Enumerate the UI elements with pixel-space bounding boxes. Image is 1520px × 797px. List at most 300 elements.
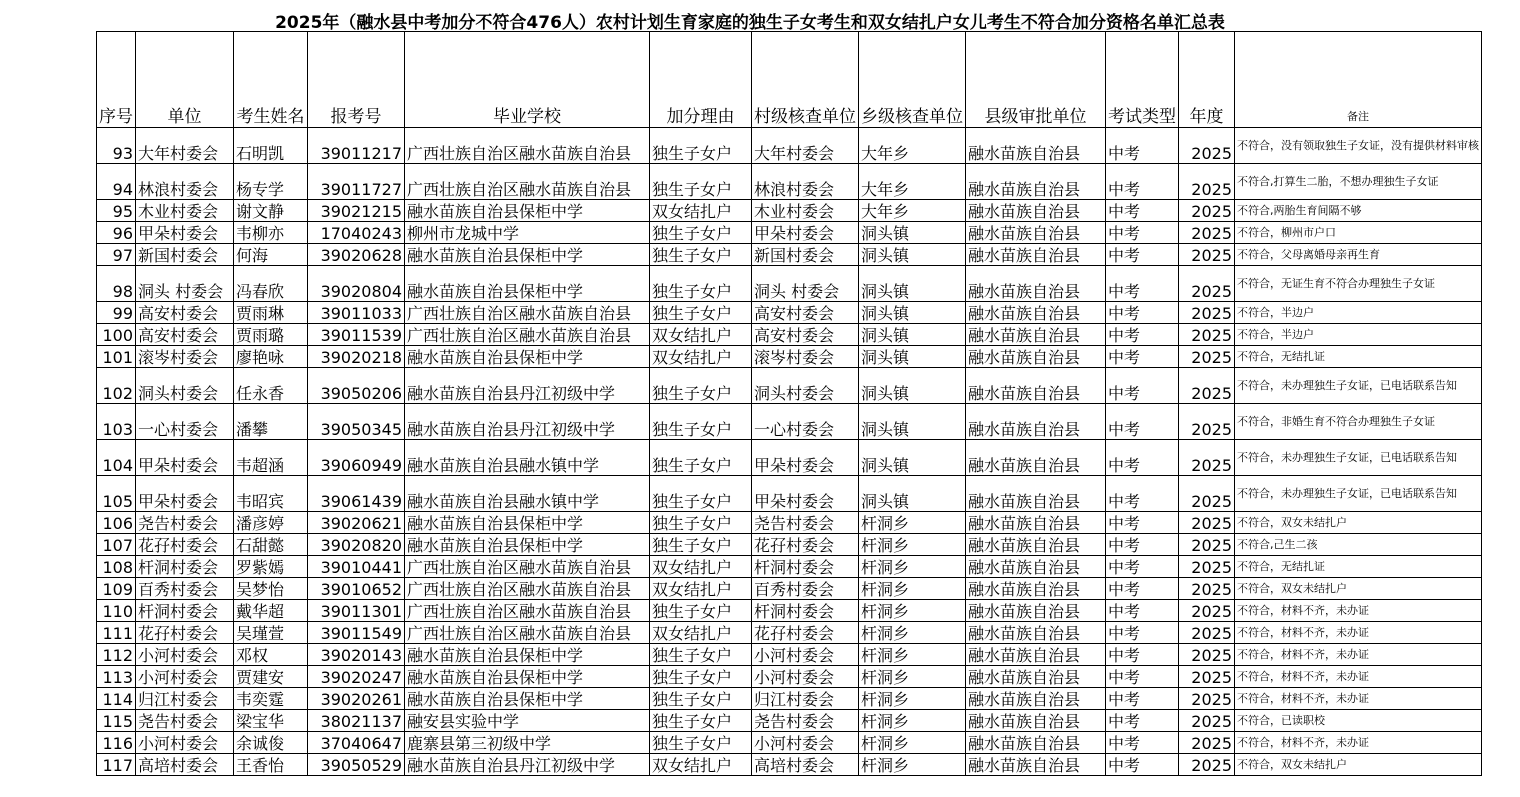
header-remark: 备注 xyxy=(1235,32,1482,128)
cell-county-approve: 融水苗族自治县 xyxy=(966,368,1106,404)
cell-exam-no: 39020261 xyxy=(308,688,405,710)
cell-township-check: 杆洞乡 xyxy=(859,512,966,534)
cell-exam-no: 38021137 xyxy=(308,710,405,732)
cell-remark: 不符合，双女未结扎户 xyxy=(1235,754,1482,776)
cell-remark: 不符合，无结扎证 xyxy=(1235,346,1482,368)
cell-school: 广西壮族自治区融水苗族自治县 xyxy=(405,302,650,324)
cell-name: 吴瑾萱 xyxy=(234,622,308,644)
header-year: 年度 xyxy=(1179,32,1235,128)
cell-seq: 101 xyxy=(97,346,136,368)
cell-county-approve: 融水苗族自治县 xyxy=(966,578,1106,600)
cell-village-check: 高培村委会 xyxy=(752,754,859,776)
table-row xyxy=(97,302,1482,324)
cell-school: 融水苗族自治县保柜中学 xyxy=(405,512,650,534)
cell-exam-no: 39020804 xyxy=(308,266,405,302)
cell-township-check: 杆洞乡 xyxy=(859,732,966,754)
cell-name: 罗紫嫣 xyxy=(234,556,308,578)
cell-township-check: 杆洞乡 xyxy=(859,534,966,556)
cell-reason: 独生子女户 xyxy=(650,600,752,622)
cell-reason: 独生子女户 xyxy=(650,688,752,710)
cell-township-check: 杆洞乡 xyxy=(859,644,966,666)
cell-exam-no: 39011727 xyxy=(308,164,405,200)
table-row xyxy=(97,644,1482,666)
cell-seq: 97 xyxy=(97,244,136,266)
cell-seq: 95 xyxy=(97,200,136,222)
cell-county-approve: 融水苗族自治县 xyxy=(966,644,1106,666)
cell-school: 广西壮族自治区融水苗族自治县 xyxy=(405,164,650,200)
cell-exam-no: 39050345 xyxy=(308,404,405,440)
table-row xyxy=(97,534,1482,556)
cell-exam-type: 中考 xyxy=(1106,476,1179,512)
table-row xyxy=(97,222,1482,244)
cell-year: 2025 xyxy=(1179,512,1235,534)
cell-remark: 不符合，未办理独生子女证，已电话联系告知 xyxy=(1235,476,1482,512)
cell-unit: 小河村委会 xyxy=(136,732,234,754)
table-row xyxy=(97,578,1482,600)
cell-seq: 105 xyxy=(97,476,136,512)
roster-table xyxy=(96,31,1482,776)
cell-name: 韦昭宾 xyxy=(234,476,308,512)
cell-county-approve: 融水苗族自治县 xyxy=(966,754,1106,776)
cell-exam-no: 39050529 xyxy=(308,754,405,776)
cell-seq: 96 xyxy=(97,222,136,244)
cell-village-check: 小河村委会 xyxy=(752,644,859,666)
cell-county-approve: 融水苗族自治县 xyxy=(966,732,1106,754)
cell-remark: 不符合，父母离婚母亲再生育 xyxy=(1235,244,1482,266)
cell-year: 2025 xyxy=(1179,476,1235,512)
table-row xyxy=(97,600,1482,622)
cell-township-check: 大年乡 xyxy=(859,128,966,164)
header-county-approve: 县级审批单位 xyxy=(966,32,1106,128)
cell-township-check: 洞头镇 xyxy=(859,222,966,244)
cell-village-check: 新国村委会 xyxy=(752,244,859,266)
cell-village-check: 花孖村委会 xyxy=(752,622,859,644)
cell-school: 融水苗族自治县保柜中学 xyxy=(405,266,650,302)
cell-unit: 新国村委会 xyxy=(136,244,234,266)
cell-exam-no: 39060949 xyxy=(308,440,405,476)
cell-village-check: 洞头村委会 xyxy=(752,368,859,404)
cell-name: 贾建安 xyxy=(234,666,308,688)
cell-township-check: 大年乡 xyxy=(859,164,966,200)
cell-county-approve: 融水苗族自治县 xyxy=(966,688,1106,710)
cell-exam-type: 中考 xyxy=(1106,556,1179,578)
cell-year: 2025 xyxy=(1179,688,1235,710)
cell-village-check: 高安村委会 xyxy=(752,324,859,346)
cell-seq: 109 xyxy=(97,578,136,600)
cell-township-check: 洞头镇 xyxy=(859,440,966,476)
cell-exam-type: 中考 xyxy=(1106,324,1179,346)
cell-exam-type: 中考 xyxy=(1106,622,1179,644)
cell-exam-type: 中考 xyxy=(1106,368,1179,404)
cell-village-check: 高安村委会 xyxy=(752,302,859,324)
cell-village-check: 归江村委会 xyxy=(752,688,859,710)
cell-county-approve: 融水苗族自治县 xyxy=(966,302,1106,324)
header-village-check: 村级核查单位 xyxy=(752,32,859,128)
cell-exam-type: 中考 xyxy=(1106,512,1179,534)
table-row xyxy=(97,754,1482,776)
cell-school: 柳州市龙城中学 xyxy=(405,222,650,244)
cell-seq: 116 xyxy=(97,732,136,754)
cell-year: 2025 xyxy=(1179,302,1235,324)
cell-reason: 双女结扎户 xyxy=(650,324,752,346)
table-row xyxy=(97,244,1482,266)
cell-remark: 不符合，无证生育不符合办理独生子女证 xyxy=(1235,266,1482,302)
cell-school: 广西壮族自治区融水苗族自治县 xyxy=(405,600,650,622)
cell-county-approve: 融水苗族自治县 xyxy=(966,346,1106,368)
cell-school: 融水苗族自治县丹江初级中学 xyxy=(405,368,650,404)
cell-exam-no: 39020247 xyxy=(308,666,405,688)
cell-seq: 103 xyxy=(97,404,136,440)
cell-year: 2025 xyxy=(1179,440,1235,476)
cell-unit: 花孖村委会 xyxy=(136,534,234,556)
cell-seq: 115 xyxy=(97,710,136,732)
cell-county-approve: 融水苗族自治县 xyxy=(966,556,1106,578)
cell-school: 鹿寨县第三初级中学 xyxy=(405,732,650,754)
cell-village-check: 甲朵村委会 xyxy=(752,476,859,512)
cell-unit: 高安村委会 xyxy=(136,324,234,346)
header-reason: 加分理由 xyxy=(650,32,752,128)
cell-county-approve: 融水苗族自治县 xyxy=(966,710,1106,732)
table-row xyxy=(97,128,1482,164)
table-row xyxy=(97,324,1482,346)
cell-exam-no: 39020218 xyxy=(308,346,405,368)
cell-exam-type: 中考 xyxy=(1106,244,1179,266)
cell-seq: 98 xyxy=(97,266,136,302)
cell-name: 潘彦婷 xyxy=(234,512,308,534)
cell-reason: 独生子女户 xyxy=(650,128,752,164)
cell-unit: 洞头 村委会 xyxy=(136,266,234,302)
cell-exam-type: 中考 xyxy=(1106,666,1179,688)
cell-school: 融水苗族自治县融水镇中学 xyxy=(405,440,650,476)
cell-reason: 独生子女户 xyxy=(650,368,752,404)
cell-school: 融水苗族自治县丹江初级中学 xyxy=(405,754,650,776)
cell-unit: 大年村委会 xyxy=(136,128,234,164)
cell-school: 融水苗族自治县保柜中学 xyxy=(405,200,650,222)
cell-exam-no: 39011549 xyxy=(308,622,405,644)
cell-exam-no: 37040647 xyxy=(308,732,405,754)
cell-unit: 滚岑村委会 xyxy=(136,346,234,368)
table-row xyxy=(97,666,1482,688)
cell-unit: 杆洞村委会 xyxy=(136,600,234,622)
cell-exam-no: 39010441 xyxy=(308,556,405,578)
cell-year: 2025 xyxy=(1179,128,1235,164)
cell-exam-no: 39021215 xyxy=(308,200,405,222)
cell-exam-type: 中考 xyxy=(1106,222,1179,244)
cell-seq: 113 xyxy=(97,666,136,688)
cell-year: 2025 xyxy=(1179,200,1235,222)
cell-county-approve: 融水苗族自治县 xyxy=(966,666,1106,688)
cell-unit: 甲朵村委会 xyxy=(136,222,234,244)
cell-township-check: 洞头镇 xyxy=(859,324,966,346)
cell-remark: 不符合，没有领取独生子女证，没有提供材料审核 xyxy=(1235,128,1482,164)
cell-seq: 102 xyxy=(97,368,136,404)
cell-school: 广西壮族自治区融水苗族自治县 xyxy=(405,578,650,600)
cell-unit: 花孖村委会 xyxy=(136,622,234,644)
cell-remark: 不符合，未办理独生子女证，已电话联系告知 xyxy=(1235,368,1482,404)
cell-name: 韦柳亦 xyxy=(234,222,308,244)
cell-exam-type: 中考 xyxy=(1106,710,1179,732)
cell-school: 广西壮族自治区融水苗族自治县 xyxy=(405,324,650,346)
cell-remark: 不符合，未办理独生子女证，已电话联系告知 xyxy=(1235,440,1482,476)
cell-year: 2025 xyxy=(1179,404,1235,440)
cell-exam-type: 中考 xyxy=(1106,534,1179,556)
cell-seq: 111 xyxy=(97,622,136,644)
cell-exam-type: 中考 xyxy=(1106,754,1179,776)
cell-reason: 独生子女户 xyxy=(650,266,752,302)
table-row xyxy=(97,512,1482,534)
cell-county-approve: 融水苗族自治县 xyxy=(966,324,1106,346)
cell-exam-type: 中考 xyxy=(1106,404,1179,440)
cell-exam-no: 39011539 xyxy=(308,324,405,346)
cell-name: 谢文静 xyxy=(234,200,308,222)
cell-year: 2025 xyxy=(1179,666,1235,688)
cell-seq: 107 xyxy=(97,534,136,556)
cell-exam-no: 39020628 xyxy=(308,244,405,266)
cell-township-check: 杆洞乡 xyxy=(859,666,966,688)
cell-exam-no: 39011217 xyxy=(308,128,405,164)
cell-reason: 双女结扎户 xyxy=(650,556,752,578)
cell-year: 2025 xyxy=(1179,324,1235,346)
cell-unit: 百秀村委会 xyxy=(136,578,234,600)
cell-county-approve: 融水苗族自治县 xyxy=(966,404,1106,440)
cell-remark: 不符合，双女未结扎户 xyxy=(1235,512,1482,534)
cell-unit: 高安村委会 xyxy=(136,302,234,324)
cell-exam-type: 中考 xyxy=(1106,644,1179,666)
cell-reason: 双女结扎户 xyxy=(650,200,752,222)
cell-village-check: 小河村委会 xyxy=(752,732,859,754)
cell-village-check: 大年村委会 xyxy=(752,128,859,164)
cell-reason: 独生子女户 xyxy=(650,222,752,244)
cell-exam-no: 39020621 xyxy=(308,512,405,534)
cell-exam-no: 39020143 xyxy=(308,644,405,666)
cell-name: 石甜懿 xyxy=(234,534,308,556)
cell-year: 2025 xyxy=(1179,346,1235,368)
cell-school: 融安县实验中学 xyxy=(405,710,650,732)
table-row xyxy=(97,266,1482,302)
cell-reason: 独生子女户 xyxy=(650,666,752,688)
cell-reason: 独生子女户 xyxy=(650,476,752,512)
cell-school: 融水苗族自治县保柜中学 xyxy=(405,688,650,710)
cell-unit: 归江村委会 xyxy=(136,688,234,710)
cell-seq: 104 xyxy=(97,440,136,476)
cell-year: 2025 xyxy=(1179,368,1235,404)
table-row xyxy=(97,440,1482,476)
cell-unit: 甲朵村委会 xyxy=(136,476,234,512)
cell-unit: 尧告村委会 xyxy=(136,512,234,534)
cell-school: 融水苗族自治县丹江初级中学 xyxy=(405,404,650,440)
cell-village-check: 百秀村委会 xyxy=(752,578,859,600)
cell-township-check: 洞头镇 xyxy=(859,346,966,368)
cell-seq: 108 xyxy=(97,556,136,578)
cell-year: 2025 xyxy=(1179,622,1235,644)
cell-township-check: 杆洞乡 xyxy=(859,754,966,776)
cell-county-approve: 融水苗族自治县 xyxy=(966,512,1106,534)
cell-name: 石明凯 xyxy=(234,128,308,164)
cell-remark: 不符合，材料不齐，未办证 xyxy=(1235,644,1482,666)
cell-unit: 杆洞村委会 xyxy=(136,556,234,578)
cell-name: 何海 xyxy=(234,244,308,266)
cell-township-check: 杆洞乡 xyxy=(859,710,966,732)
cell-school: 融水苗族自治县保柜中学 xyxy=(405,644,650,666)
cell-village-check: 洞头 村委会 xyxy=(752,266,859,302)
header-row xyxy=(97,32,1482,128)
cell-remark: 不符合，无结扎证 xyxy=(1235,556,1482,578)
cell-exam-no: 39011301 xyxy=(308,600,405,622)
cell-seq: 93 xyxy=(97,128,136,164)
cell-seq: 100 xyxy=(97,324,136,346)
cell-school: 融水苗族自治县保柜中学 xyxy=(405,244,650,266)
cell-reason: 独生子女户 xyxy=(650,534,752,556)
table-row xyxy=(97,200,1482,222)
cell-exam-type: 中考 xyxy=(1106,164,1179,200)
cell-name: 邓权 xyxy=(234,644,308,666)
cell-reason: 独生子女户 xyxy=(650,244,752,266)
cell-township-check: 洞头镇 xyxy=(859,404,966,440)
cell-county-approve: 融水苗族自治县 xyxy=(966,222,1106,244)
cell-exam-type: 中考 xyxy=(1106,600,1179,622)
cell-year: 2025 xyxy=(1179,556,1235,578)
cell-township-check: 杆洞乡 xyxy=(859,578,966,600)
cell-county-approve: 融水苗族自治县 xyxy=(966,244,1106,266)
cell-seq: 110 xyxy=(97,600,136,622)
cell-county-approve: 融水苗族自治县 xyxy=(966,200,1106,222)
cell-exam-type: 中考 xyxy=(1106,200,1179,222)
header-school: 毕业学校 xyxy=(405,32,650,128)
cell-reason: 独生子女户 xyxy=(650,302,752,324)
cell-name: 潘攀 xyxy=(234,404,308,440)
header-name: 考生姓名 xyxy=(234,32,308,128)
cell-unit: 甲朵村委会 xyxy=(136,440,234,476)
cell-exam-type: 中考 xyxy=(1106,128,1179,164)
cell-village-check: 杆洞村委会 xyxy=(752,556,859,578)
cell-county-approve: 融水苗族自治县 xyxy=(966,600,1106,622)
cell-remark: 不符合，非婚生育不符合办理独生子女证 xyxy=(1235,404,1482,440)
cell-unit: 小河村委会 xyxy=(136,644,234,666)
cell-village-check: 甲朵村委会 xyxy=(752,222,859,244)
cell-township-check: 洞头镇 xyxy=(859,302,966,324)
cell-exam-type: 中考 xyxy=(1106,346,1179,368)
cell-township-check: 洞头镇 xyxy=(859,476,966,512)
cell-village-check: 尧告村委会 xyxy=(752,710,859,732)
cell-village-check: 木业村委会 xyxy=(752,200,859,222)
cell-name: 贾雨璐 xyxy=(234,324,308,346)
cell-reason: 独生子女户 xyxy=(650,404,752,440)
header-township-check: 乡级核查单位 xyxy=(859,32,966,128)
cell-village-check: 甲朵村委会 xyxy=(752,440,859,476)
cell-name: 戴华超 xyxy=(234,600,308,622)
cell-village-check: 花孖村委会 xyxy=(752,534,859,556)
cell-unit: 洞头村委会 xyxy=(136,368,234,404)
cell-remark: 不符合，材料不齐，未办证 xyxy=(1235,688,1482,710)
cell-remark: 不符合，材料不齐，未办证 xyxy=(1235,622,1482,644)
cell-remark: 不符合，半边户 xyxy=(1235,302,1482,324)
cell-reason: 双女结扎户 xyxy=(650,754,752,776)
table-row xyxy=(97,556,1482,578)
cell-unit: 尧告村委会 xyxy=(136,710,234,732)
cell-unit: 一心村委会 xyxy=(136,404,234,440)
cell-reason: 独生子女户 xyxy=(650,644,752,666)
cell-township-check: 杆洞乡 xyxy=(859,688,966,710)
cell-unit: 小河村委会 xyxy=(136,666,234,688)
cell-remark: 不符合,己生二孩 xyxy=(1235,534,1482,556)
cell-township-check: 杆洞乡 xyxy=(859,600,966,622)
cell-year: 2025 xyxy=(1179,578,1235,600)
cell-name: 韦奕霆 xyxy=(234,688,308,710)
cell-village-check: 林浪村委会 xyxy=(752,164,859,200)
cell-village-check: 滚岑村委会 xyxy=(752,346,859,368)
header-unit: 单位 xyxy=(136,32,234,128)
header-exam-type: 考试类型 xyxy=(1106,32,1179,128)
cell-name: 贾雨琳 xyxy=(234,302,308,324)
table-row xyxy=(97,688,1482,710)
cell-township-check: 洞头镇 xyxy=(859,368,966,404)
cell-reason: 独生子女户 xyxy=(650,732,752,754)
cell-exam-no: 39061439 xyxy=(308,476,405,512)
cell-reason: 双女结扎户 xyxy=(650,578,752,600)
cell-remark: 不符合,打算生二胎，不想办理独生子女证 xyxy=(1235,164,1482,200)
cell-name: 吴梦怡 xyxy=(234,578,308,600)
cell-township-check: 洞头镇 xyxy=(859,244,966,266)
cell-exam-no: 39050206 xyxy=(308,368,405,404)
cell-school: 融水苗族自治县保柜中学 xyxy=(405,666,650,688)
cell-remark: 不符合，材料不齐，未办证 xyxy=(1235,732,1482,754)
table-row xyxy=(97,732,1482,754)
table-row xyxy=(97,404,1482,440)
cell-exam-type: 中考 xyxy=(1106,440,1179,476)
cell-remark: 不符合，双女未结扎户 xyxy=(1235,578,1482,600)
cell-name: 韦超涵 xyxy=(234,440,308,476)
cell-county-approve: 融水苗族自治县 xyxy=(966,128,1106,164)
cell-exam-type: 中考 xyxy=(1106,688,1179,710)
cell-year: 2025 xyxy=(1179,222,1235,244)
cell-village-check: 杆洞村委会 xyxy=(752,600,859,622)
table-row xyxy=(97,622,1482,644)
cell-seq: 112 xyxy=(97,644,136,666)
table-row xyxy=(97,710,1482,732)
cell-seq: 106 xyxy=(97,512,136,534)
cell-seq: 99 xyxy=(97,302,136,324)
cell-village-check: 一心村委会 xyxy=(752,404,859,440)
cell-exam-type: 中考 xyxy=(1106,266,1179,302)
cell-unit: 木业村委会 xyxy=(136,200,234,222)
cell-remark: 不符合，已读职校 xyxy=(1235,710,1482,732)
cell-exam-type: 中考 xyxy=(1106,732,1179,754)
cell-exam-type: 中考 xyxy=(1106,578,1179,600)
cell-unit: 林浪村委会 xyxy=(136,164,234,200)
cell-village-check: 小河村委会 xyxy=(752,666,859,688)
cell-reason: 独生子女户 xyxy=(650,440,752,476)
cell-exam-no: 17040243 xyxy=(308,222,405,244)
cell-county-approve: 融水苗族自治县 xyxy=(966,622,1106,644)
cell-seq: 117 xyxy=(97,754,136,776)
cell-township-check: 杆洞乡 xyxy=(859,556,966,578)
cell-year: 2025 xyxy=(1179,754,1235,776)
cell-name: 冯春欣 xyxy=(234,266,308,302)
cell-exam-no: 39020820 xyxy=(308,534,405,556)
table-row xyxy=(97,164,1482,200)
cell-school: 广西壮族自治区融水苗族自治县 xyxy=(405,556,650,578)
cell-year: 2025 xyxy=(1179,266,1235,302)
cell-remark: 不符合，材料不齐，未办证 xyxy=(1235,600,1482,622)
cell-seq: 94 xyxy=(97,164,136,200)
cell-county-approve: 融水苗族自治县 xyxy=(966,440,1106,476)
cell-seq: 114 xyxy=(97,688,136,710)
cell-school: 融水苗族自治县保柜中学 xyxy=(405,534,650,556)
cell-year: 2025 xyxy=(1179,534,1235,556)
cell-remark: 不符合,两胎生育间隔不够 xyxy=(1235,200,1482,222)
cell-school: 融水苗族自治县融水镇中学 xyxy=(405,476,650,512)
cell-township-check: 杆洞乡 xyxy=(859,622,966,644)
